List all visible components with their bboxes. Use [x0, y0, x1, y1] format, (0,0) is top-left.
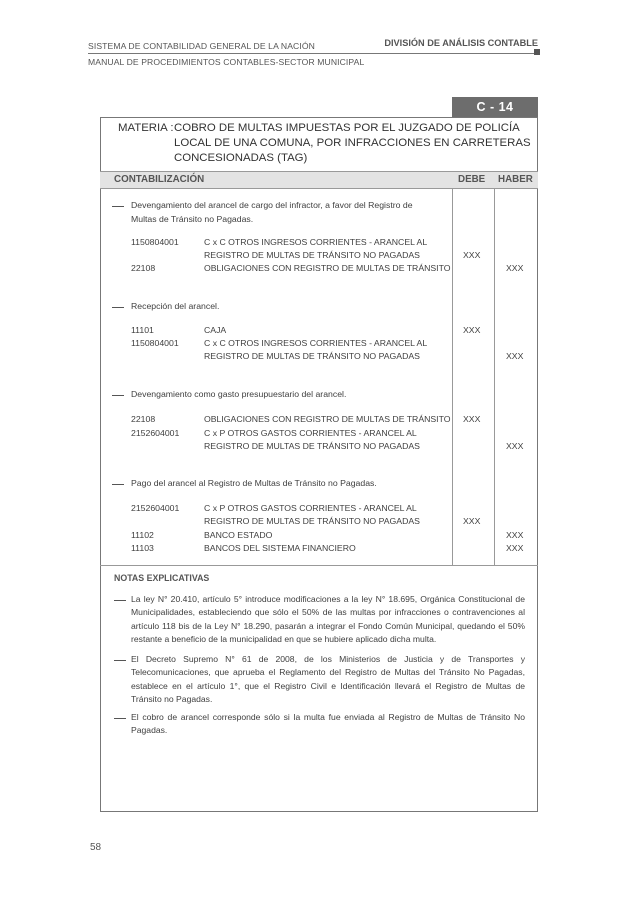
- account-code: 2152604001: [131, 428, 180, 438]
- table-bottom-rule: [100, 565, 538, 566]
- account-code: 2152604001: [131, 503, 180, 513]
- note-dash: [114, 718, 126, 719]
- account-desc: REGISTRO DE MULTAS DE TRÁNSITO NO PAGADAS: [204, 441, 420, 451]
- haber-value: XXX: [506, 530, 524, 540]
- account-code: 1150804001: [131, 237, 179, 247]
- account-desc: REGISTRO DE MULTAS DE TRÁNSITO NO PAGADAS: [204, 351, 420, 361]
- debe-value: XXX: [463, 325, 481, 335]
- entry-title: Devengamiento del arancel de cargo del infractor, a favor del Registro de: [131, 200, 413, 210]
- account-code: 11101: [131, 325, 154, 335]
- note-item: El cobro de arancel corresponde sólo si la multa fue enviada al Registro de Multas de Tránsito No Pagadas.: [131, 712, 525, 736]
- haber-value: XXX: [506, 543, 524, 553]
- entry-dash: [112, 484, 124, 485]
- header-division: DIVISIÓN DE ANÁLISIS CONTABLE: [384, 38, 538, 48]
- account-desc: OBLIGACIONES CON REGISTRO DE MULTAS DE TRÁNSITO: [204, 263, 451, 273]
- header-org-text: SISTEMA DE CONTABILIDAD GENERAL DE LA NACIÓN: [88, 41, 315, 51]
- header-rule: [88, 53, 538, 54]
- haber-value: XXX: [506, 441, 524, 451]
- debe-column-divider: [452, 189, 453, 565]
- debe-value: XXX: [463, 516, 481, 526]
- account-desc: C x C OTROS INGRESOS CORRIENTES - ARANCEL AL: [204, 338, 428, 348]
- header-rule-end-mark: [534, 49, 540, 55]
- col-contabilizacion: CONTABILIZACIÓN: [114, 174, 205, 185]
- contabilizacion-header: [100, 171, 538, 189]
- entry-dash: [112, 395, 124, 396]
- account-code: 1150804001: [131, 338, 179, 348]
- materia-label: MATERIA :: [118, 122, 174, 134]
- entry-title: Recepción del arancel.: [131, 301, 220, 311]
- account-code: 11102: [131, 530, 154, 540]
- entry-title: Pago del arancel al Registro de Multas de Tránsito no Pagadas.: [131, 478, 377, 488]
- entry-title: Multas de Tránsito no Pagadas.: [131, 214, 254, 224]
- entry-title: Devengamiento como gasto presupuestario del arancel.: [131, 389, 347, 399]
- note-dash: [114, 660, 126, 661]
- page-number: 58: [90, 842, 102, 853]
- note-item: El Decreto Supremo N° 61 de 2008, de los Ministerios de Justicia y de Transportes y Telecomunicaciones, que aprueba el Reglamento del Registro de Multas del Tránsito No Pagadas, establece en el artículo 1°, que el Registro Civil e Identificación llevará el Registro de Multas de Tránsito no Pagadas.: [131, 654, 525, 705]
- header-manual: MANUAL DE PROCEDIMIENTOS CONTABLES-SECTOR MUNICIPAL: [88, 57, 365, 67]
- account-code: 22108: [131, 414, 156, 424]
- entry-dash: [112, 206, 124, 207]
- account-desc: OBLIGACIONES CON REGISTRO DE MULTAS DE TRÁNSITO: [204, 414, 451, 424]
- notes-title: NOTAS EXPLICATIVAS: [114, 573, 210, 583]
- account-desc: REGISTRO DE MULTAS DE TRÁNSITO NO PAGADAS: [204, 250, 420, 260]
- account-desc: BANCO ESTADO: [204, 530, 273, 540]
- account-desc: BANCOS DEL SISTEMA FINANCIERO: [204, 543, 356, 553]
- haber-value: XXX: [506, 263, 524, 273]
- entry-dash: [112, 307, 124, 308]
- note-item: La ley N° 20.410, artículo 5° introduce modificaciones a la ley N° 18.695, Orgánica Constitucional de Municipalidades, estableciendo que sólo el 50% de las multas por infracciones o contravenciones al artículo 118 bis de la Ley N° 18.290, pasarán a integrar el Fondo Común Municipal, quedando el 50% restante a beneficio de la municipalidad en que se hubiere aplicado dicha multa.: [131, 594, 525, 645]
- account-desc: C x P OTROS GASTOS CORRIENTES - ARANCEL AL: [204, 503, 417, 513]
- debe-value: XXX: [463, 414, 481, 424]
- document-code-badge: C - 14: [452, 97, 538, 117]
- account-code: 22108: [131, 263, 156, 273]
- account-desc: C x P OTROS GASTOS CORRIENTES - ARANCEL AL: [204, 428, 417, 438]
- haber-column-divider: [494, 189, 495, 565]
- col-haber: HABER: [498, 174, 533, 185]
- header-org: [88, 39, 315, 53]
- haber-value: XXX: [506, 351, 524, 361]
- materia-text: COBRO DE MULTAS IMPUESTAS POR EL JUZGADO DE POLICÍA LOCAL DE UNA COMUNA, POR INFRACCIONES EN CARRETERAS CONCESIONADAS (TAG): [174, 122, 531, 164]
- col-debe: DEBE: [458, 174, 486, 185]
- account-code: 11103: [131, 543, 154, 553]
- account-desc: C x C OTROS INGRESOS CORRIENTES - ARANCEL AL: [204, 237, 428, 247]
- account-desc: REGISTRO DE MULTAS DE TRÁNSITO NO PAGADAS: [204, 516, 420, 526]
- note-dash: [114, 600, 126, 601]
- debe-value: XXX: [463, 250, 481, 260]
- account-desc: CAJA: [204, 325, 227, 335]
